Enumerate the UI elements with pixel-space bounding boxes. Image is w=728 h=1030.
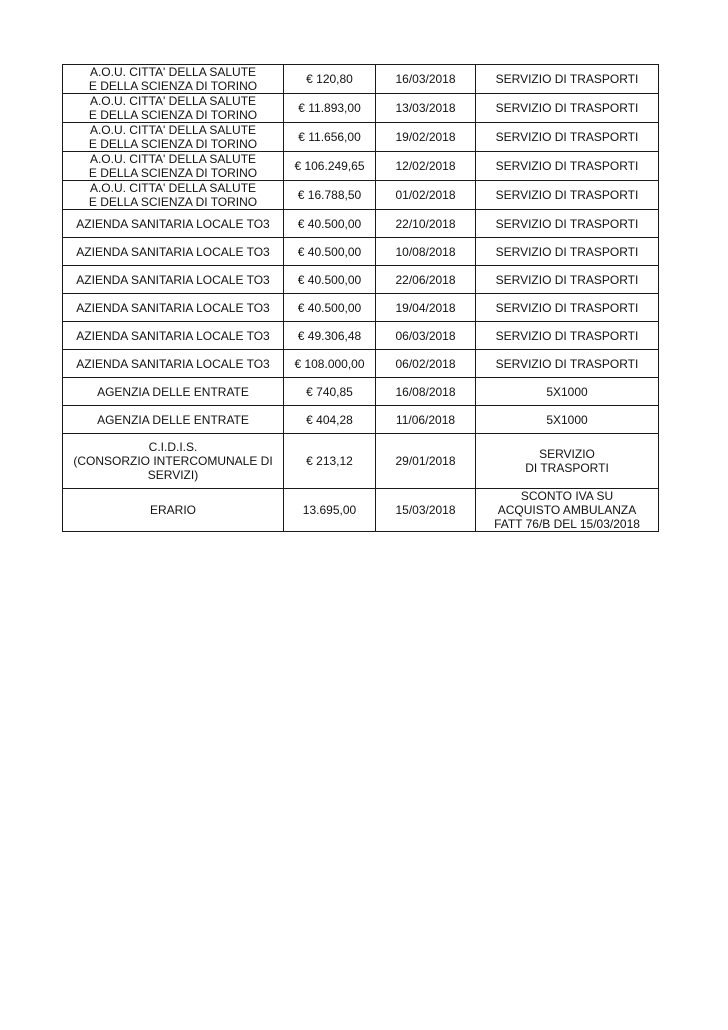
amount-cell: € 108.000,00: [284, 350, 376, 378]
table-row: [63, 489, 659, 532]
entity-cell: AZIENDA SANITARIA LOCALE TO3: [63, 266, 284, 294]
table-row: [63, 378, 659, 406]
date-cell: 22/06/2018: [376, 266, 476, 294]
date-cell: 13/03/2018: [376, 94, 476, 123]
amount-cell: € 40.500,00: [284, 294, 376, 322]
entity-cell: AZIENDA SANITARIA LOCALE TO3: [63, 322, 284, 350]
reason-cell: SERVIZIO DI TRASPORTI: [476, 322, 659, 350]
table-row: [63, 266, 659, 294]
table-row: [63, 123, 659, 152]
table-row: [63, 152, 659, 181]
reason-cell: SERVIZIO DI TRASPORTI: [476, 294, 659, 322]
reason-cell: 5X1000: [476, 378, 659, 406]
amount-cell: € 11.656,00: [284, 123, 376, 152]
entity-cell: AGENZIA DELLE ENTRATE: [63, 406, 284, 434]
date-cell: 11/06/2018: [376, 406, 476, 434]
date-cell: 10/08/2018: [376, 238, 476, 266]
reason-cell: SERVIZIO DI TRASPORTI: [476, 152, 659, 181]
amount-cell: 13.695,00: [284, 489, 376, 532]
amount-cell: € 16.788,50: [284, 181, 376, 210]
entity-cell: AZIENDA SANITARIA LOCALE TO3: [63, 210, 284, 238]
entity-cell: A.O.U. CITTA' DELLA SALUTE E DELLA SCIENZA DI TORINO: [63, 94, 284, 123]
entity-cell: AGENZIA DELLE ENTRATE: [63, 378, 284, 406]
reason-cell: SERVIZIO DI TRASPORTI: [476, 123, 659, 152]
entity-cell: A.O.U. CITTA' DELLA SALUTE E DELLA SCIENZA DI TORINO: [63, 181, 284, 210]
amount-cell: € 40.500,00: [284, 210, 376, 238]
amount-cell: € 106.249,65: [284, 152, 376, 181]
amount-cell: € 49.306,48: [284, 322, 376, 350]
table-row: [63, 181, 659, 210]
date-cell: 29/01/2018: [376, 434, 476, 489]
table-row: [63, 238, 659, 266]
amount-cell: € 213,12: [284, 434, 376, 489]
table-row: [63, 406, 659, 434]
date-cell: 06/02/2018: [376, 350, 476, 378]
date-cell: 06/03/2018: [376, 322, 476, 350]
reason-cell: SERVIZIO DI TRASPORTI: [476, 434, 659, 489]
date-cell: 19/04/2018: [376, 294, 476, 322]
amount-cell: € 404,28: [284, 406, 376, 434]
table-row: [63, 434, 659, 489]
entity-cell: A.O.U. CITTA' DELLA SALUTE E DELLA SCIENZA DI TORINO: [63, 123, 284, 152]
table-row: [63, 210, 659, 238]
table-row: [63, 322, 659, 350]
table-row: [63, 65, 659, 94]
date-cell: 19/02/2018: [376, 123, 476, 152]
table-row: [63, 294, 659, 322]
entity-cell: C.I.D.I.S. (CONSORZIO INTERCOMUNALE DI SERVIZI): [63, 434, 284, 489]
amount-cell: € 120,80: [284, 65, 376, 94]
amount-cell: € 740,85: [284, 378, 376, 406]
date-cell: 22/10/2018: [376, 210, 476, 238]
table-row: [63, 350, 659, 378]
amount-cell: € 40.500,00: [284, 266, 376, 294]
reason-cell: SERVIZIO DI TRASPORTI: [476, 181, 659, 210]
entity-cell: AZIENDA SANITARIA LOCALE TO3: [63, 238, 284, 266]
entity-cell: ERARIO: [63, 489, 284, 532]
date-cell: 16/08/2018: [376, 378, 476, 406]
reason-cell: SERVIZIO DI TRASPORTI: [476, 65, 659, 94]
entity-cell: A.O.U. CITTA' DELLA SALUTE E DELLA SCIENZA DI TORINO: [63, 152, 284, 181]
reason-cell: SERVIZIO DI TRASPORTI: [476, 94, 659, 123]
date-cell: 16/03/2018: [376, 65, 476, 94]
amount-cell: € 40.500,00: [284, 238, 376, 266]
reason-cell: SERVIZIO DI TRASPORTI: [476, 238, 659, 266]
date-cell: 15/03/2018: [376, 489, 476, 532]
entity-cell: AZIENDA SANITARIA LOCALE TO3: [63, 294, 284, 322]
amount-cell: € 11.893,00: [284, 94, 376, 123]
reason-cell: SCONTO IVA SU ACQUISTO AMBULANZA FATT 76/B DEL 15/03/2018: [476, 489, 659, 532]
reason-cell: SERVIZIO DI TRASPORTI: [476, 266, 659, 294]
table-row: [63, 94, 659, 123]
reason-cell: SERVIZIO DI TRASPORTI: [476, 350, 659, 378]
entity-cell: AZIENDA SANITARIA LOCALE TO3: [63, 350, 284, 378]
reason-cell: 5X1000: [476, 406, 659, 434]
date-cell: 12/02/2018: [376, 152, 476, 181]
payments-table: [62, 64, 659, 532]
entity-cell: A.O.U. CITTA' DELLA SALUTE E DELLA SCIENZA DI TORINO: [63, 65, 284, 94]
reason-cell: SERVIZIO DI TRASPORTI: [476, 210, 659, 238]
date-cell: 01/02/2018: [376, 181, 476, 210]
